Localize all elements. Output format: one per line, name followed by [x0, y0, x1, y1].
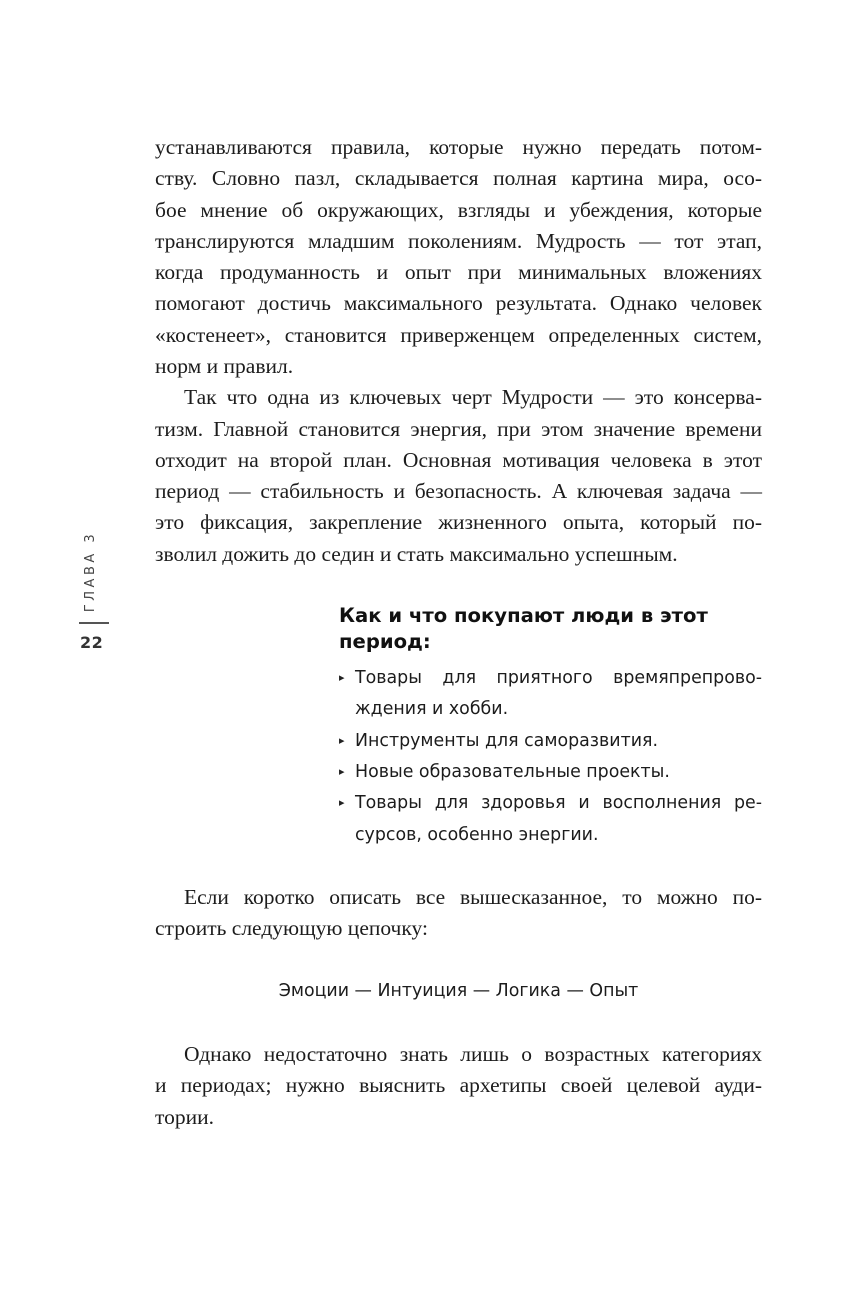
text-line: Однако недостаточно знать лишь о возрастных категориях — [184, 1042, 762, 1066]
bullet-icon: ▸ — [339, 766, 345, 778]
chapter-label — [80, 521, 102, 621]
text-line: когда продуманность и опыт при минимальных вложениях — [155, 260, 762, 284]
page-number: 22 — [80, 633, 104, 652]
text-line: и периодах; нужно выяснить архетипы своей целевой ауди- — [155, 1073, 762, 1097]
list-item: Товары для здоровья и восполнения ре- — [355, 793, 762, 813]
text-line: период — стабильность и безопасность. А ключевая задача — — [155, 479, 762, 503]
text-line: транслируются младшим поколениям. Мудрость — тот этап, — [155, 229, 762, 253]
text-line: это фиксация, закрепление жизненного опыта, который по- — [155, 510, 762, 534]
sidebar-divider — [79, 622, 109, 624]
list-item-continuation: сурсов, особенно энергии. — [355, 825, 599, 845]
list-item: Новые образовательные проекты. — [355, 762, 670, 782]
list-item: Инструменты для саморазвития. — [355, 731, 659, 751]
text-line: отходит на второй план. Основная мотивация человека в этот — [155, 448, 762, 472]
text-line: тизм. Главной становится энергия, при этом значение времени — [155, 417, 762, 441]
bullet-icon: ▸ — [339, 735, 345, 747]
bullet-icon: ▸ — [339, 672, 345, 684]
text-line: Так что одна из ключевых черт Мудрости — это консерва- — [184, 385, 762, 409]
text-line: «костенеет», становится приверженцем определенных систем, — [155, 323, 762, 347]
chapter-label-text: ГЛАВА 3 — [83, 530, 99, 612]
list-item: Товары для приятного времяпрепрово- — [355, 668, 762, 688]
text-line: зволил дожить до седин и стать максимально успешным. — [155, 542, 678, 566]
text-line: помогают достичь максимального результата. Однако человек — [155, 291, 762, 315]
text-line: ству. Словно пазл, складывается полная картина мира, осо- — [155, 166, 762, 190]
text-line: устанавливаются правила, которые нужно передать потом- — [155, 135, 762, 159]
callout-heading: Как и что покупают люди в этот период: — [339, 604, 708, 653]
list-item-continuation: ждения и хобби. — [355, 699, 509, 719]
chain-formula: Эмоции — Интуиция — Логика — Опыт — [278, 981, 639, 1001]
text-line: Если коротко описать все вышесказанное, то можно по- — [184, 885, 762, 909]
text-line: норм и правил. — [155, 354, 294, 378]
text-line: строить следующую цепочку: — [155, 916, 428, 940]
text-line: тории. — [155, 1105, 214, 1129]
text-line: бое мнение об окружающих, взгляды и убеждения, которые — [155, 198, 762, 222]
bullet-icon: ▸ — [339, 797, 345, 809]
